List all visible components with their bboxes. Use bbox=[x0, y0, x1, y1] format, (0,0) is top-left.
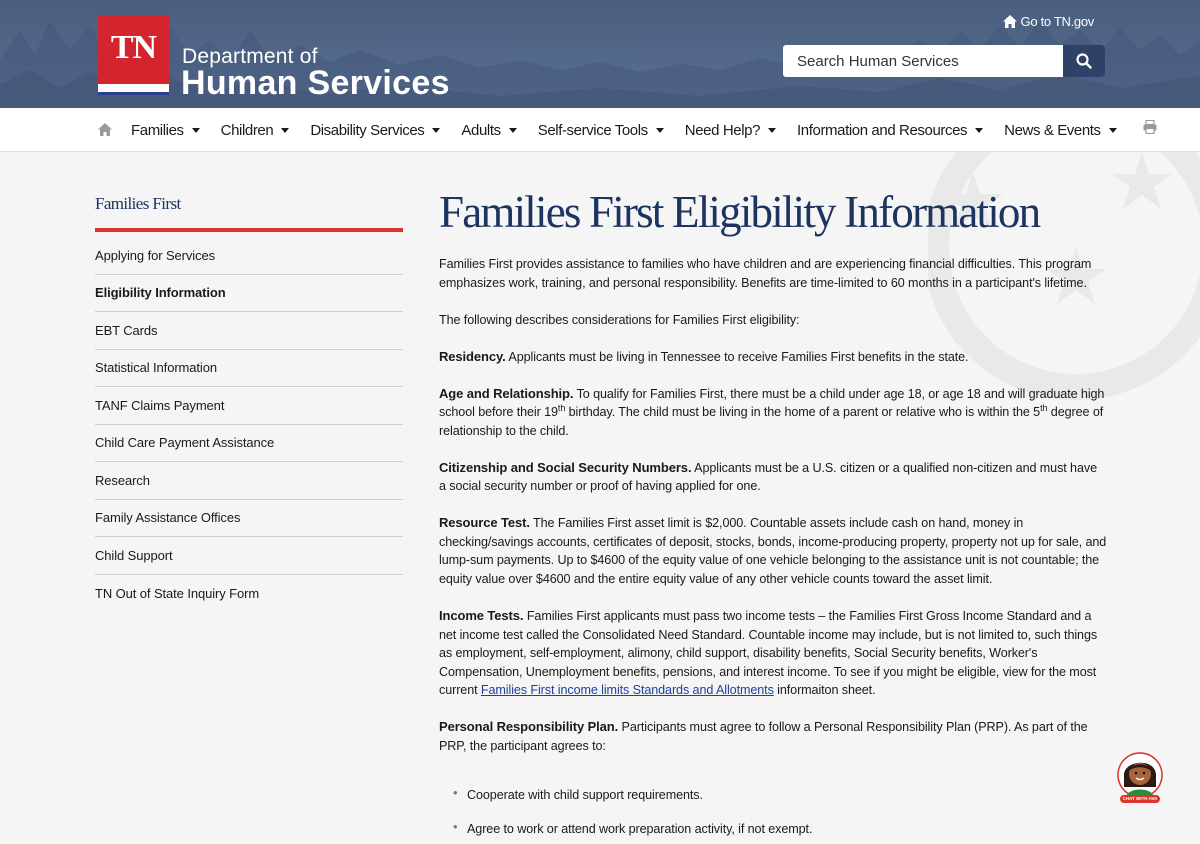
search-icon bbox=[1076, 53, 1092, 69]
age-superscript-2: th bbox=[1040, 402, 1048, 413]
sidebar-item-child-support[interactable]: Child Support bbox=[95, 537, 403, 575]
home-icon bbox=[1003, 15, 1017, 28]
resource-test-paragraph bbox=[439, 514, 1107, 588]
page-title: Families First Eligibility Information bbox=[439, 187, 1040, 237]
following-paragraph: The following describes considerations for Families First eligibility: bbox=[439, 312, 800, 327]
nav-item-disability-services[interactable] bbox=[310, 122, 440, 139]
sidebar-item-eligibility-information[interactable]: Eligibility Information bbox=[95, 275, 403, 313]
income-tests-tail: informaiton sheet. bbox=[773, 683, 876, 698]
age-text-part1: To qualify for Families First, there must be a child under age 18, or age 18 and will graduate high school before their 19 bbox=[439, 386, 1105, 420]
income-tests-paragraph bbox=[439, 607, 1107, 700]
residency-text: Applicants must be living in Tennessee to receive Families First benefits in the state. bbox=[505, 349, 969, 364]
sidebar-item-ebt-cards[interactable]: EBT Cards bbox=[95, 312, 403, 350]
chevron-down-icon bbox=[975, 128, 983, 133]
sidebar-item-tn-out-of-state-inquiry-form[interactable]: TN Out of State Inquiry Form bbox=[95, 585, 260, 601]
site-search bbox=[783, 45, 1105, 77]
chevron-down-icon bbox=[768, 128, 776, 133]
chevron-down-icon bbox=[1109, 128, 1117, 133]
prp-heading: Personal Responsibility Plan. bbox=[439, 719, 619, 735]
age-superscript-1: th bbox=[557, 402, 566, 413]
chat-with-ava-label: CHAT WITH AVA bbox=[1122, 796, 1158, 801]
nav-item-news-and-events[interactable] bbox=[1004, 122, 1117, 139]
income-tests-text: Families First applicants must pass two income tests – the Families First Gross Income Standard and a net income test called the Consolidated Need Standard. Countable income may include, but is not limited to, such things as employment, self-employment, alimony, child support, disability benefits, Social Security benefits, Worker's Compensation, Unemployment benefits, pensions, and interest income. To see if you might be eligible, view for the most current bbox=[439, 609, 1098, 698]
tn-logo[interactable] bbox=[98, 15, 169, 92]
search-input[interactable] bbox=[783, 45, 1063, 77]
list-item: • Cooperate with child support requirements. bbox=[439, 788, 1107, 822]
go-to-tn-gov-label: Go to TN.gov bbox=[1020, 14, 1094, 29]
chevron-down-icon bbox=[432, 128, 440, 133]
nav-item-label: News & Events bbox=[1004, 121, 1101, 139]
nav-item-label: Need Help? bbox=[684, 121, 761, 139]
age-relationship-heading: Age and Relationship. bbox=[439, 385, 574, 401]
main-navigation bbox=[0, 108, 1200, 152]
nav-item-information-and-resources[interactable] bbox=[797, 122, 983, 139]
list-item: • Agree to work or attend work preparation activity, if not exempt. bbox=[439, 822, 1107, 844]
main-content bbox=[439, 185, 1107, 844]
go-to-tn-gov-link[interactable] bbox=[1003, 14, 1094, 29]
nav-item-label: Disability Services bbox=[310, 121, 425, 139]
age-text-part3: degree of relationship to the child. bbox=[439, 405, 1104, 438]
sidebar-accent-bar bbox=[95, 228, 403, 232]
sidebar-item-statistical-information[interactable]: Statistical Information bbox=[95, 350, 403, 388]
site-header bbox=[0, 0, 1200, 108]
chevron-down-icon bbox=[281, 128, 289, 133]
income-tests-heading: Income Tests. bbox=[439, 608, 524, 624]
income-limits-link[interactable]: Families First income limits Standards and Allotments bbox=[480, 683, 774, 698]
nav-item-children[interactable] bbox=[221, 122, 290, 139]
nav-item-label: Information and Resources bbox=[797, 121, 968, 139]
nav-item-need-help[interactable] bbox=[685, 122, 776, 139]
print-icon[interactable] bbox=[1143, 120, 1157, 134]
department-name-line2[interactable]: Human Services bbox=[181, 64, 450, 102]
nav-item-adults[interactable] bbox=[461, 122, 516, 139]
chat-with-ava-button[interactable] bbox=[1116, 751, 1164, 807]
sidebar-title[interactable]: Families First bbox=[95, 194, 181, 213]
residency-paragraph bbox=[439, 348, 1107, 367]
sidebar-item-research[interactable]: Research bbox=[95, 462, 403, 500]
sidebar-item-tanf-claims-payment[interactable]: TANF Claims Payment bbox=[95, 387, 403, 425]
nav-item-self-service-tools[interactable] bbox=[538, 122, 664, 139]
chevron-down-icon bbox=[509, 128, 517, 133]
search-button[interactable] bbox=[1063, 45, 1105, 77]
nav-item-families[interactable] bbox=[131, 122, 200, 139]
resource-test-text: The Families First asset limit is $2,000. Countable assets include cash on hand, money in checking/savings accounts, certificates of deposit, stocks, bonds, income-producing property, property not up for sale, and lump-sum payments. Up to $4600 of the equity value of one vehicle belonging to the assistance unit is not countable; the equity value over $4600 and the entire equity value of any other vehicle counts toward the asset limit. bbox=[439, 516, 1107, 587]
citizenship-paragraph bbox=[439, 459, 1107, 496]
citizenship-text: Applicants must be a U.S. citizen or a qualified non-citizen and must have a social security number or proof of having applied for one. bbox=[439, 460, 1097, 494]
prp-list bbox=[439, 788, 1107, 844]
residency-heading: Residency. bbox=[439, 348, 506, 364]
sidebar-menu bbox=[95, 237, 403, 612]
nav-item-label: Self-service Tools bbox=[537, 121, 648, 139]
intro-paragraph: Families First provides assistance to families who have children and are experiencing financial difficulties. This program emphasizes work, training, and personal responsibility. Benefits are time-limited to 60 months in a participant's lifetime. bbox=[439, 257, 1092, 290]
age-text-part2: birthday. The child must be living in the home of a parent or relative who is within the 5 bbox=[565, 405, 1041, 420]
department-name-line1[interactable]: Department of bbox=[182, 45, 318, 68]
nav-item-label: Families bbox=[131, 121, 184, 139]
nav-item-label: Adults bbox=[461, 121, 501, 139]
home-icon[interactable] bbox=[98, 123, 112, 136]
chevron-down-icon bbox=[192, 128, 200, 133]
prp-paragraph bbox=[439, 718, 1107, 755]
sidebar-item-child-care-payment-assistance[interactable]: Child Care Payment Assistance bbox=[95, 425, 403, 463]
resource-test-heading: Resource Test. bbox=[439, 515, 530, 531]
sidebar-item-family-assistance-offices[interactable]: Family Assistance Offices bbox=[95, 500, 403, 538]
nav-item-label: Children bbox=[220, 121, 274, 139]
age-relationship-paragraph bbox=[439, 385, 1107, 441]
citizenship-heading: Citizenship and Social Security Numbers. bbox=[439, 459, 692, 475]
sidebar-item-applying-for-services[interactable]: Applying for Services bbox=[95, 237, 403, 275]
chevron-down-icon bbox=[656, 128, 664, 133]
prp-text: Participants must agree to follow a Personal Responsibility Plan (PRP). As part of the PRP, the participant agrees to: bbox=[439, 720, 1088, 754]
tn-logo-text: TN bbox=[110, 29, 157, 66]
